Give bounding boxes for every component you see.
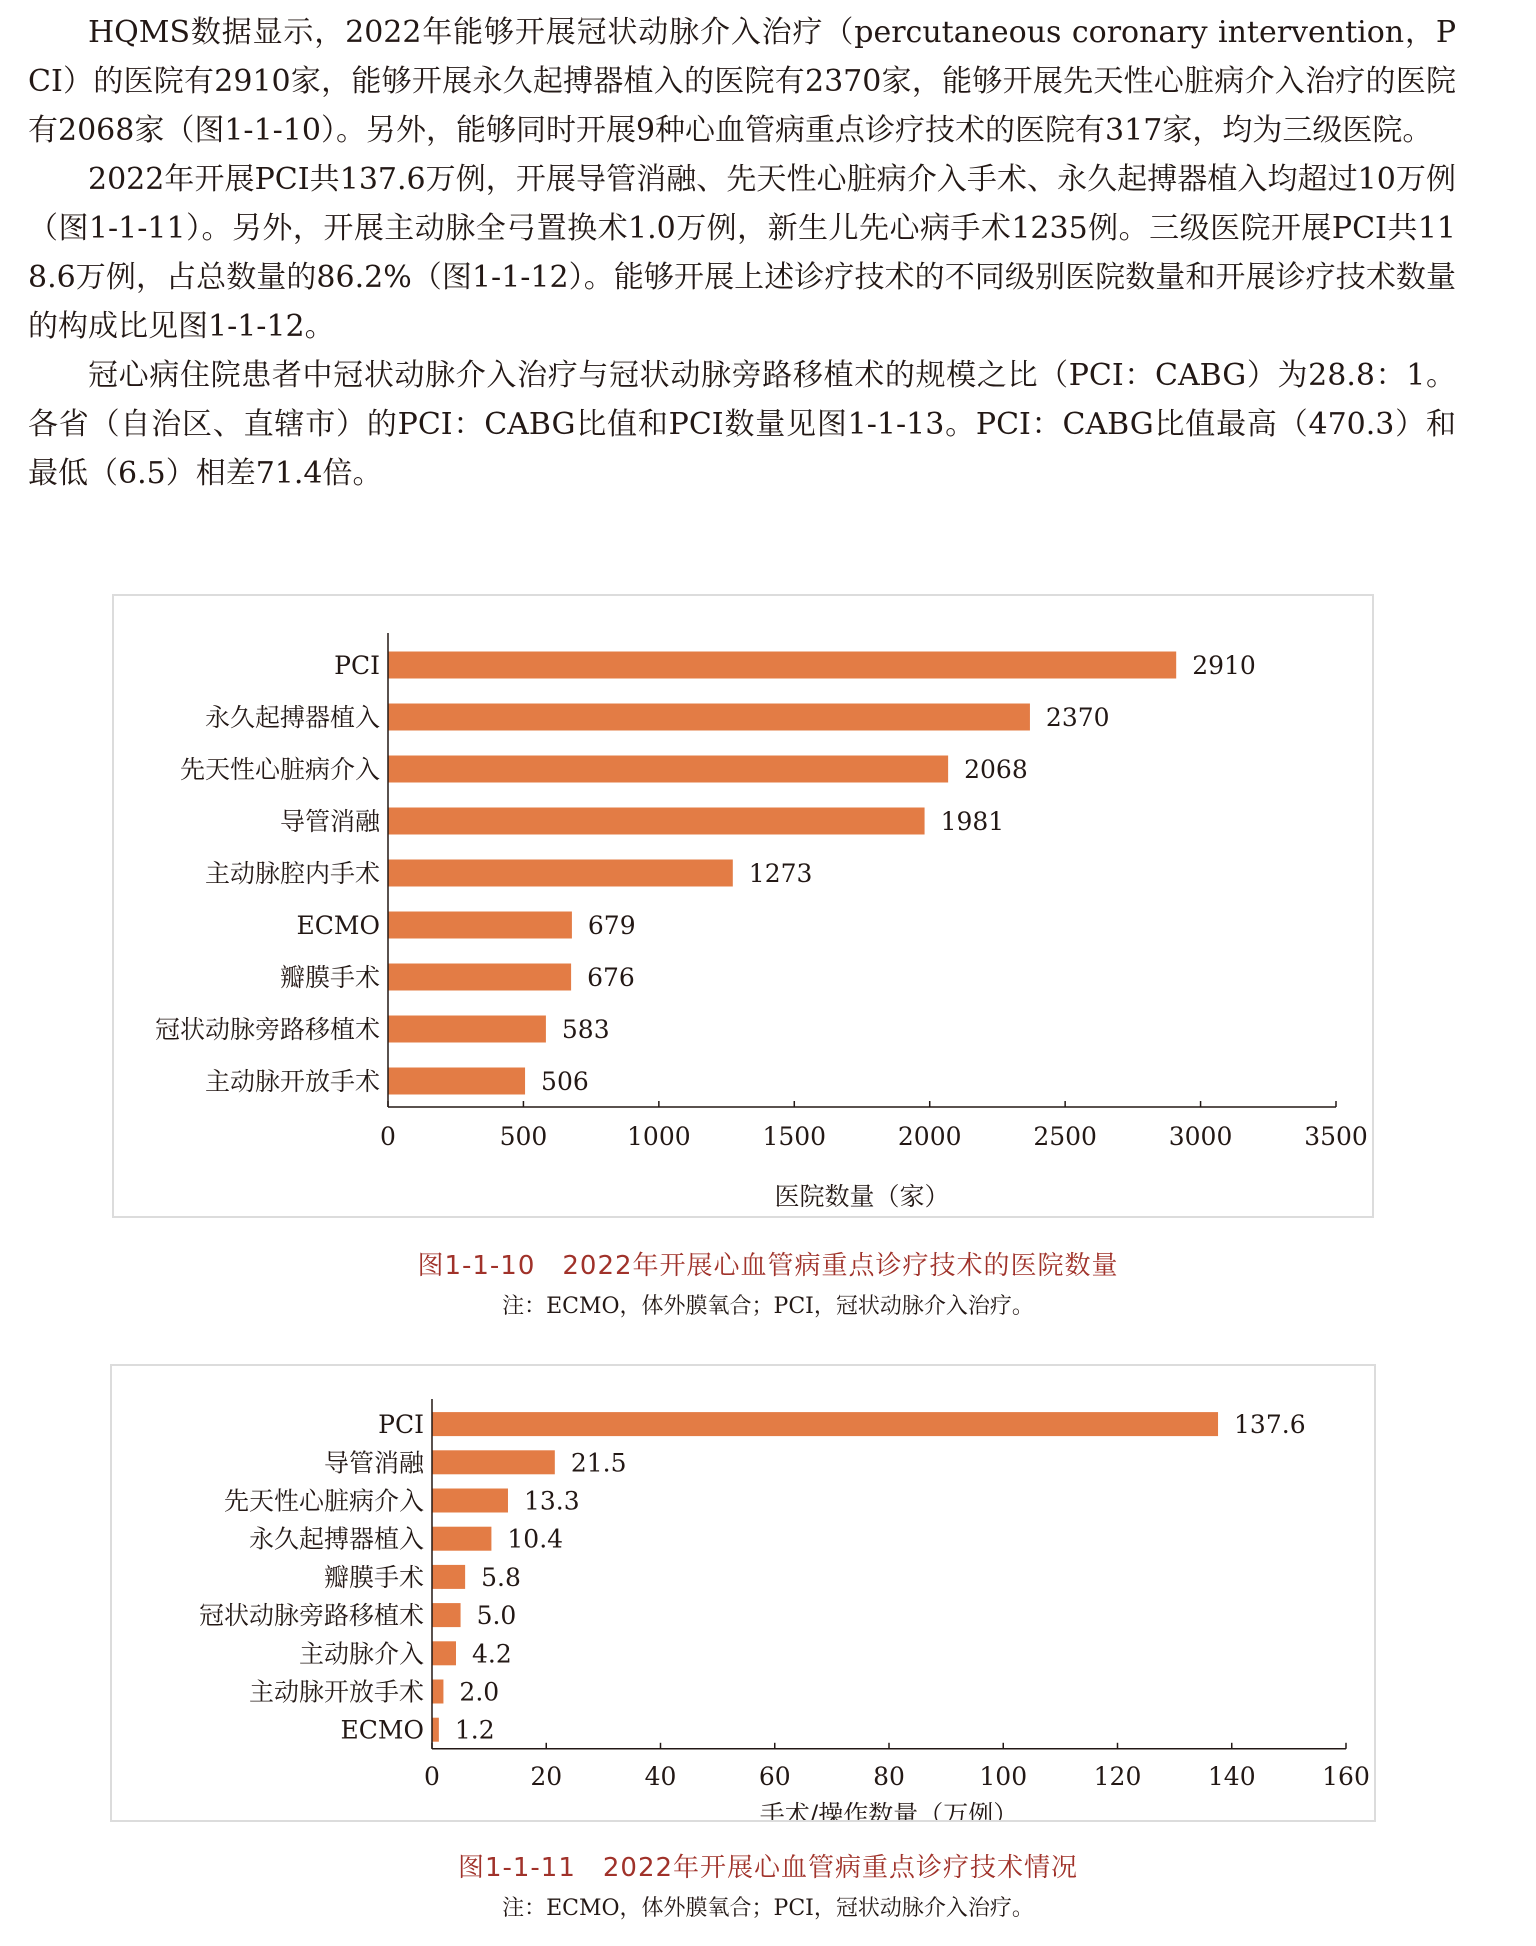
bar [432, 1450, 555, 1474]
value-label: 679 [587, 911, 636, 940]
value-label: 2068 [964, 755, 1028, 784]
x-tick-label: 120 [1093, 1761, 1142, 1791]
value-label: 21.5 [570, 1448, 627, 1478]
category-label: 先天性心脏病介入 [179, 755, 380, 784]
bar [432, 1718, 439, 1742]
chart-procedure-count [110, 1364, 1376, 1822]
bar [432, 1489, 508, 1513]
figure-note: 注：ECMO，体外膜氧合；PCI，冠状动脉介入治疗。 [502, 1294, 1034, 1319]
bar [432, 1565, 465, 1589]
value-label: 1273 [748, 859, 813, 888]
category-label: 主动脉介入 [298, 1639, 424, 1669]
bar [432, 1680, 443, 1704]
value-label: 583 [561, 1015, 610, 1044]
value-label: 137.6 [1234, 1410, 1306, 1440]
category-label: ECMO [296, 911, 380, 940]
bar [388, 704, 1030, 731]
category-label: 永久起搏器植入 [204, 703, 380, 732]
bar [388, 1016, 546, 1043]
x-tick-label: 80 [873, 1761, 905, 1791]
x-axis-title: 手术/操作数量（万例） [759, 1799, 1019, 1820]
x-tick-label: 500 [499, 1122, 548, 1151]
bar-chart-procedure-count [112, 1366, 1374, 1820]
category-label: 永久起搏器植入 [248, 1524, 424, 1554]
bar [388, 860, 733, 887]
x-tick-label: 1500 [762, 1122, 827, 1151]
chart-hospital-count [112, 594, 1374, 1218]
x-tick-label: 100 [979, 1761, 1028, 1791]
category-label: 先天性心脏病介入 [223, 1486, 424, 1516]
x-tick-label: 40 [644, 1761, 677, 1791]
x-tick-label: 20 [530, 1761, 563, 1791]
paragraph: HQMS数据显示，2022年能够开展冠状动脉介入治疗（percutaneous coronary intervention，PCI）的医院有2910家，能够开展永久起搏器植入的医院有2370家，能够开展先天性心脏病介入治疗的医院有2068家（图1-1-10）。另外，能够同时开展9种心血管病重点诊疗技术的医院有317家，均为三级医院。 [28, 15, 1456, 148]
bar [432, 1603, 461, 1627]
bar [388, 756, 948, 783]
bar [432, 1641, 456, 1665]
value-label: 2.0 [459, 1677, 500, 1707]
bar [388, 964, 571, 991]
bar [388, 808, 925, 835]
category-label: 主动脉开放手术 [248, 1677, 424, 1707]
paragraph: 2022年开展PCI共137.6万例，开展导管消融、先天性心脏病介入手术、永久起搏器植入均超过10万例（图1-1-11）。另外，开展主动脉全弓置换术1.0万例，新生儿先心病手术1235例。三级医院开展PCI共118.6万例，占总数量的86.2%（图1-1-12）。能够开展上述诊疗技术的不同级别医院数量和开展诊疗技术数量的构成比见图1-1-12。 [28, 162, 1456, 344]
bar [388, 912, 572, 939]
x-tick-label: 60 [758, 1761, 791, 1791]
value-label: 4.2 [471, 1639, 512, 1669]
body-text [28, 8, 1456, 498]
category-label: 冠状动脉旁路移植术 [198, 1601, 424, 1631]
figure-title: 图1-1-10 2022年开展心血管病重点诊疗技术的医院数量 [417, 1251, 1119, 1281]
category-label: 导管消融 [279, 807, 380, 836]
figure-note: 注：ECMO，体外膜氧合；PCI，冠状动脉介入治疗。 [502, 1896, 1034, 1921]
value-label: 1.2 [454, 1715, 495, 1745]
value-label: 2910 [1192, 651, 1256, 680]
value-label: 5.0 [476, 1601, 517, 1631]
paragraph: 冠心病住院患者中冠状动脉介入治疗与冠状动脉旁路移植术的规模之比（PCI：CABG）为28.8：1。各省（自治区、直辖市）的PCI：CABG比值和PCI数量见图1-1-13。PCI：CABG比值最高（470.3）和最低（6.5）相差71.4倍。 [28, 358, 1456, 491]
x-tick-label: 160 [1322, 1761, 1370, 1791]
x-tick-label: 1000 [627, 1122, 691, 1151]
x-tick-label: 2000 [897, 1122, 962, 1151]
figure-title: 图1-1-11 2022年开展心血管病重点诊疗技术情况 [457, 1853, 1079, 1883]
bar [388, 1068, 525, 1095]
value-label: 676 [587, 963, 635, 992]
x-tick-label: 140 [1207, 1761, 1256, 1791]
value-label: 13.3 [523, 1486, 580, 1516]
bar [432, 1412, 1218, 1436]
x-tick-label: 0 [424, 1761, 440, 1791]
x-axis-title: 医院数量（家） [774, 1182, 950, 1211]
bar [432, 1527, 491, 1551]
category-label: 瓣膜手术 [323, 1562, 424, 1592]
bar-chart-hospital-count [114, 596, 1372, 1216]
category-label: ECMO [340, 1715, 424, 1745]
value-label: 5.8 [481, 1562, 521, 1592]
x-tick-label: 3500 [1304, 1122, 1368, 1151]
category-label: PCI [378, 1410, 424, 1440]
category-label: 主动脉开放手术 [204, 1067, 380, 1096]
category-label: 主动脉腔内手术 [204, 859, 380, 888]
category-label: 瓣膜手术 [279, 963, 380, 992]
category-label: 冠状动脉旁路移植术 [154, 1015, 380, 1044]
value-label: 1981 [940, 807, 1005, 836]
bar [388, 652, 1176, 679]
x-tick-label: 2500 [1033, 1122, 1097, 1151]
value-label: 10.4 [507, 1524, 564, 1554]
category-label: 导管消融 [323, 1448, 424, 1478]
value-label: 2370 [1045, 703, 1110, 732]
x-tick-label: 0 [380, 1122, 396, 1151]
value-label: 506 [541, 1067, 589, 1096]
x-tick-label: 3000 [1168, 1122, 1233, 1151]
category-label: PCI [334, 651, 380, 680]
